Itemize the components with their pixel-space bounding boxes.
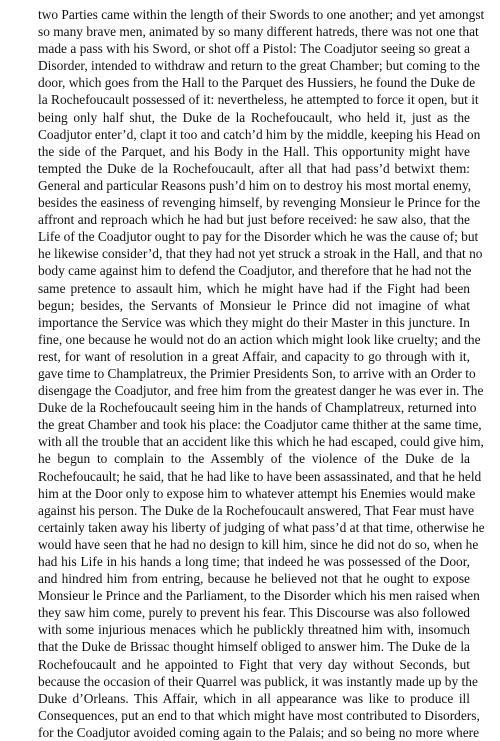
text-line: importance the Service was which they might do their Master in this juncture. In	[38, 314, 470, 330]
text-line: Duke de la Rochefoucault seeing him in the hands of Champlatreux, returned into	[38, 400, 477, 416]
text-line: the side of the Parquet, and his Body in the Hall. This opportunity might have	[38, 143, 470, 159]
text-line: begun; besides, the Servants of Monsieur le Prince did not imagine of what	[38, 297, 470, 313]
text-line: Rochefoucault; he said, that he had like to have been assassinated, and that he held	[38, 468, 482, 484]
text-line: door, which goes from the Hall to the Parquet des Hussiers, he found the Duke de	[38, 75, 476, 91]
text-line: made a pass with his Sword, or shot off a Pistol: The Coadjutor seeing so great a	[38, 41, 470, 57]
text-line: would have seen that he had no design to kill him, since he did not do so, when he	[38, 536, 479, 552]
text-line: the great Chamber and took his place: the Coadjutor came thither at the same time,	[38, 417, 482, 433]
text-line: Coadjutor enter’d, clapt it too and catch’d him by the middle, keeping his Head on	[38, 126, 481, 142]
text-line: same pretence to assault him, which he might have had if the Fight had been	[38, 280, 470, 296]
text-line: General and particular Reasons push’d him on to destroy his most mortal enemy,	[38, 177, 472, 193]
text-line: Consequences, put an end to that which might have most contributed to Disorders,	[38, 707, 480, 723]
text-line: gave time to Champlatreux, the Primier Presidents Son, to arrive with an Order to	[38, 365, 476, 381]
text-line: so many brave men, animated by so many different hatreds, there was not one that	[38, 24, 479, 40]
text-line: disengage the Coadjutor, and free him from the greatest danger he was ever in. The	[38, 383, 484, 399]
text-line: that the Duke de Brissac thought himself obliged to answer him. The Duke de la	[38, 639, 470, 655]
text-line: had his Life in his hands a long time; that indeed he was possessed of the Door,	[38, 554, 470, 569]
text-line: he likewise consider’d, that they had not yet struck a stroak in the Hall, and that no	[38, 246, 483, 262]
text-line: rest, for want of resolution in a great Affair, and capacity to go through with it,	[38, 348, 470, 364]
text-line: with all the trouble that an accident like this which he had escaped, could give him,	[38, 434, 484, 450]
text-line: affront and reproach which he had but just before received: he saw also, that the	[38, 212, 470, 228]
text-line: being only half shut, the Duke de la Rochefoucault, who held it, just as the	[38, 109, 470, 125]
text-line: him at the Door only to expose him to whatever attempt his Enemies would make	[38, 485, 476, 501]
text-line: Duke d’Orleans. This Affair, which in all appearance was like to produce ill	[38, 690, 470, 706]
text-line: and hindred him from entring, because he believed not that he ought to expose	[38, 571, 470, 587]
text-line: body came against him to defend the Coadjutor, and therefore that he had not the	[38, 263, 472, 279]
text-line: fine, one because he would not do an action which might look like cruelty; and the	[38, 331, 481, 347]
text-line: two Parties came within the length of their Swords to one another; and yet amongst	[38, 7, 485, 22]
text-line: for the Coadjutor avoided coming again to the Palais; and so being no more where	[38, 724, 480, 740]
text-line: Rochefoucault and he appointed to Fight that very day without Seconds, but	[38, 656, 470, 672]
text-line: with some injurious menaces which he publickly threatned him with, insomuch	[38, 622, 470, 638]
text-line: besides the easiness of revenging himself, by revenging Monsieur le Prince for the	[38, 195, 481, 211]
text-line: Life of the Coadjutor ought to pay for the Disorder which he was the cause of; but	[38, 229, 479, 245]
text-line: certainly taken away his liberty of judging of what pass’d at that time, otherwise he	[38, 519, 485, 535]
text-line: Monsieur le Prince and the Parliament, to the Disorder which his men raised when	[38, 588, 480, 604]
text-line: they saw him come, purely to prevent his fear. This Discourse was also followed	[38, 605, 470, 621]
text-line: he begun to complain to the Assembly of the violence of the Duke de la	[38, 451, 470, 467]
text-line: tempted the Duke de la Rochefoucault, after all that had pass’d betwixt them:	[38, 160, 470, 176]
page-text-block	[38, 6, 485, 741]
text-line: Disorder, intended to withdraw and return to the great Chamber; but coming to the	[38, 58, 480, 74]
text-line: against his person. The Duke de la Rochefoucault answered, That Fear must have	[38, 502, 475, 518]
text-line: la Rochefoucault possessed of it: nevertheless, he attempted to force it open, but it	[38, 92, 479, 108]
text-line: because the occasion of their Quarrel was publick, it was instantly made up by the	[38, 673, 478, 689]
